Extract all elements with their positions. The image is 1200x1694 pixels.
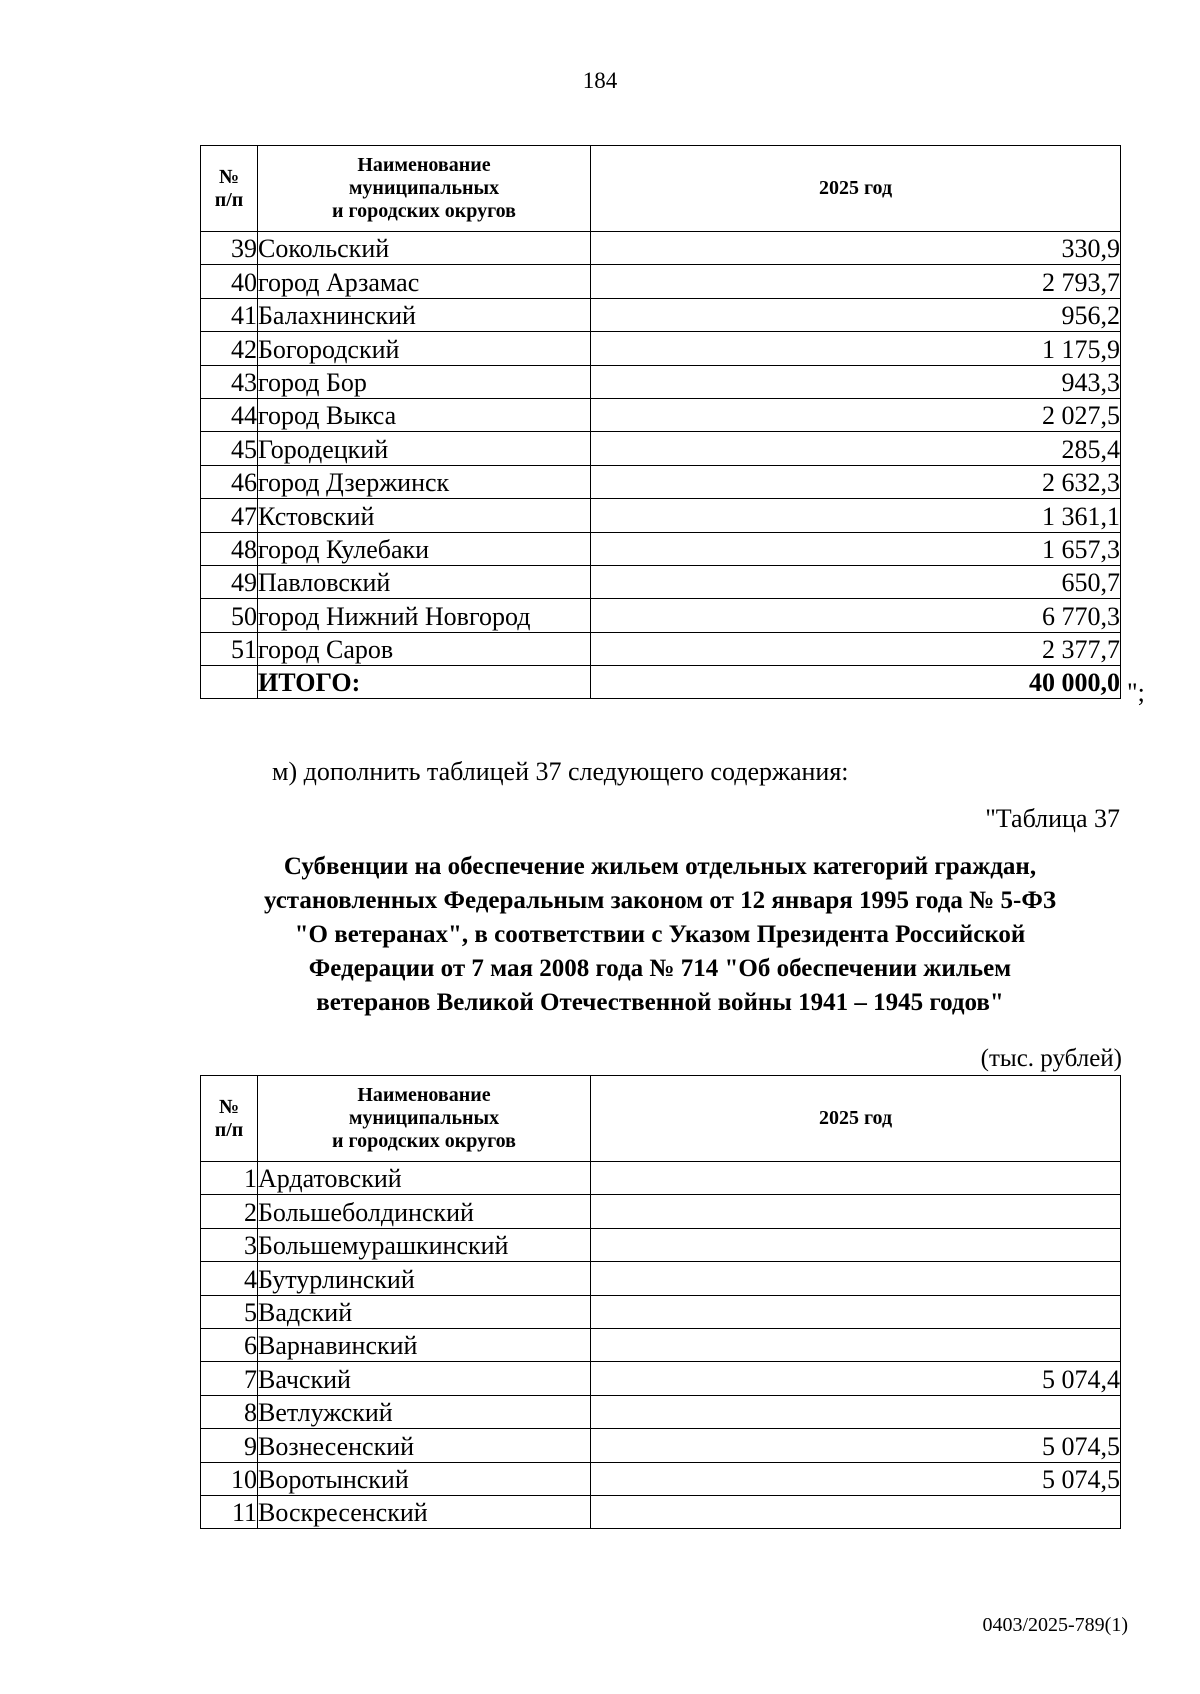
amount-value: 5 074,5 — [591, 1429, 1121, 1462]
header-name: Наименование муниципальных и городских округов — [258, 1076, 591, 1162]
amount-value: 5 074,4 — [591, 1362, 1121, 1395]
unit-label: (тыс. рублей) — [980, 1045, 1122, 1072]
table-row — [201, 1228, 1121, 1261]
table-row — [201, 365, 1121, 398]
row-number: 6 — [201, 1328, 258, 1361]
municipality-name: Богородский — [258, 332, 591, 365]
row-number: 49 — [201, 565, 258, 598]
amount-value: 1 657,3 — [591, 532, 1121, 565]
table-row — [201, 1262, 1121, 1295]
total-row — [201, 666, 1121, 699]
amount-value — [591, 1195, 1121, 1228]
municipality-name: Городецкий — [258, 432, 591, 465]
municipality-name: город Кулебаки — [258, 532, 591, 565]
row-number: 41 — [201, 298, 258, 331]
table-row — [201, 265, 1121, 298]
subsidy-table-continued — [200, 145, 1121, 699]
row-number: 40 — [201, 265, 258, 298]
municipality-name: Воскресенский — [258, 1495, 591, 1528]
table-row — [201, 1362, 1121, 1395]
amount-value: 650,7 — [591, 565, 1121, 598]
table-row — [201, 1295, 1121, 1328]
header-name: Наименование муниципальных и городских округов — [258, 146, 591, 232]
total-number-cell — [201, 666, 258, 699]
municipality-name: Павловский — [258, 565, 591, 598]
table-row — [201, 1429, 1121, 1462]
amount-value: 2 632,3 — [591, 465, 1121, 498]
total-value: 40 000,0 — [591, 666, 1121, 699]
municipality-name: город Саров — [258, 632, 591, 665]
table-label: "Таблица 37 — [985, 804, 1120, 833]
municipality-name: Большеболдинский — [258, 1195, 591, 1228]
total-label: ИТОГО: — [258, 666, 591, 699]
amount-value: 2 793,7 — [591, 265, 1121, 298]
row-number: 46 — [201, 465, 258, 498]
amount-value: 2 377,7 — [591, 632, 1121, 665]
municipality-name: Ардатовский — [258, 1162, 591, 1195]
row-number: 3 — [201, 1228, 258, 1261]
row-number: 7 — [201, 1362, 258, 1395]
row-number: 44 — [201, 398, 258, 431]
municipality-name: Воротынский — [258, 1462, 591, 1495]
document-code: 0403/2025-789(1) — [982, 1614, 1128, 1636]
row-number: 4 — [201, 1262, 258, 1295]
table-row — [201, 1495, 1121, 1528]
header-year: 2025 год — [591, 1076, 1121, 1162]
municipality-name: Вознесенский — [258, 1429, 591, 1462]
table-row — [201, 1462, 1121, 1495]
table-row — [201, 1162, 1121, 1195]
table-row — [201, 465, 1121, 498]
municipality-name: Ветлужский — [258, 1395, 591, 1428]
amount-value: 2 027,5 — [591, 398, 1121, 431]
row-number: 1 — [201, 1162, 258, 1195]
table-row — [201, 565, 1121, 598]
row-number: 48 — [201, 532, 258, 565]
municipality-name: город Нижний Новгород — [258, 599, 591, 632]
amount-value — [591, 1162, 1121, 1195]
table-row — [201, 232, 1121, 265]
municipality-name: город Дзержинск — [258, 465, 591, 498]
amount-value — [591, 1262, 1121, 1295]
table-row — [201, 1395, 1121, 1428]
row-number: 51 — [201, 632, 258, 665]
municipality-name: город Выкса — [258, 398, 591, 431]
header-number: № п/п — [201, 146, 258, 232]
municipality-name: Бутурлинский — [258, 1262, 591, 1295]
municipality-name: город Бор — [258, 365, 591, 398]
row-number: 10 — [201, 1462, 258, 1495]
row-number: 47 — [201, 499, 258, 532]
municipality-name: Варнавинский — [258, 1328, 591, 1361]
page-number: 184 — [582, 68, 618, 93]
municipality-name: город Арзамас — [258, 265, 591, 298]
amount-value — [591, 1495, 1121, 1528]
veterans-housing-table — [200, 1075, 1121, 1529]
row-number: 8 — [201, 1395, 258, 1428]
amount-value: 1 361,1 — [591, 499, 1121, 532]
table-row — [201, 298, 1121, 331]
amount-value: 285,4 — [591, 432, 1121, 465]
municipality-name: Сокольский — [258, 232, 591, 265]
table-row — [201, 1328, 1121, 1361]
row-number: 45 — [201, 432, 258, 465]
amount-value: 5 074,5 — [591, 1462, 1121, 1495]
row-number: 39 — [201, 232, 258, 265]
header-number: № п/п — [201, 1076, 258, 1162]
amount-value — [591, 1295, 1121, 1328]
table-row — [201, 332, 1121, 365]
amount-value — [591, 1328, 1121, 1361]
municipality-name: Вадский — [258, 1295, 591, 1328]
row-number: 5 — [201, 1295, 258, 1328]
amount-value: 956,2 — [591, 298, 1121, 331]
amount-value — [591, 1228, 1121, 1261]
table-row — [201, 599, 1121, 632]
table-row — [201, 499, 1121, 532]
row-number: 50 — [201, 599, 258, 632]
amendment-text: м) дополнить таблицей 37 следующего содержания: — [272, 757, 849, 786]
municipality-name: Кстовский — [258, 499, 591, 532]
table-row — [201, 532, 1121, 565]
table-row — [201, 1195, 1121, 1228]
row-number: 42 — [201, 332, 258, 365]
amount-value: 6 770,3 — [591, 599, 1121, 632]
header-year: 2025 год — [591, 146, 1121, 232]
table-title: Субвенции на обеспечение жильем отдельных категорий граждан, установленных Федеральным законом от 12 января 1995 года № 5-ФЗ "О ветеранах", в соответствии с Указом Президента Российской Федерации от 7 мая 2008 года № 714 "Об обеспечении жильем ветеранов Великой Отечественной войны 1941 – 1945 годов" — [263, 853, 1057, 1016]
municipality-name: Балахнинский — [258, 298, 591, 331]
row-number: 2 — [201, 1195, 258, 1228]
amount-value: 1 175,9 — [591, 332, 1121, 365]
municipality-name: Большемурашкинский — [258, 1228, 591, 1261]
amount-value: 943,3 — [591, 365, 1121, 398]
table-row — [201, 398, 1121, 431]
row-number: 9 — [201, 1429, 258, 1462]
municipality-name: Вачский — [258, 1362, 591, 1395]
closing-quote: "; — [1127, 678, 1145, 707]
table-row — [201, 432, 1121, 465]
amount-value: 330,9 — [591, 232, 1121, 265]
row-number: 11 — [201, 1495, 258, 1528]
amount-value — [591, 1395, 1121, 1428]
row-number: 43 — [201, 365, 258, 398]
table-row — [201, 632, 1121, 665]
